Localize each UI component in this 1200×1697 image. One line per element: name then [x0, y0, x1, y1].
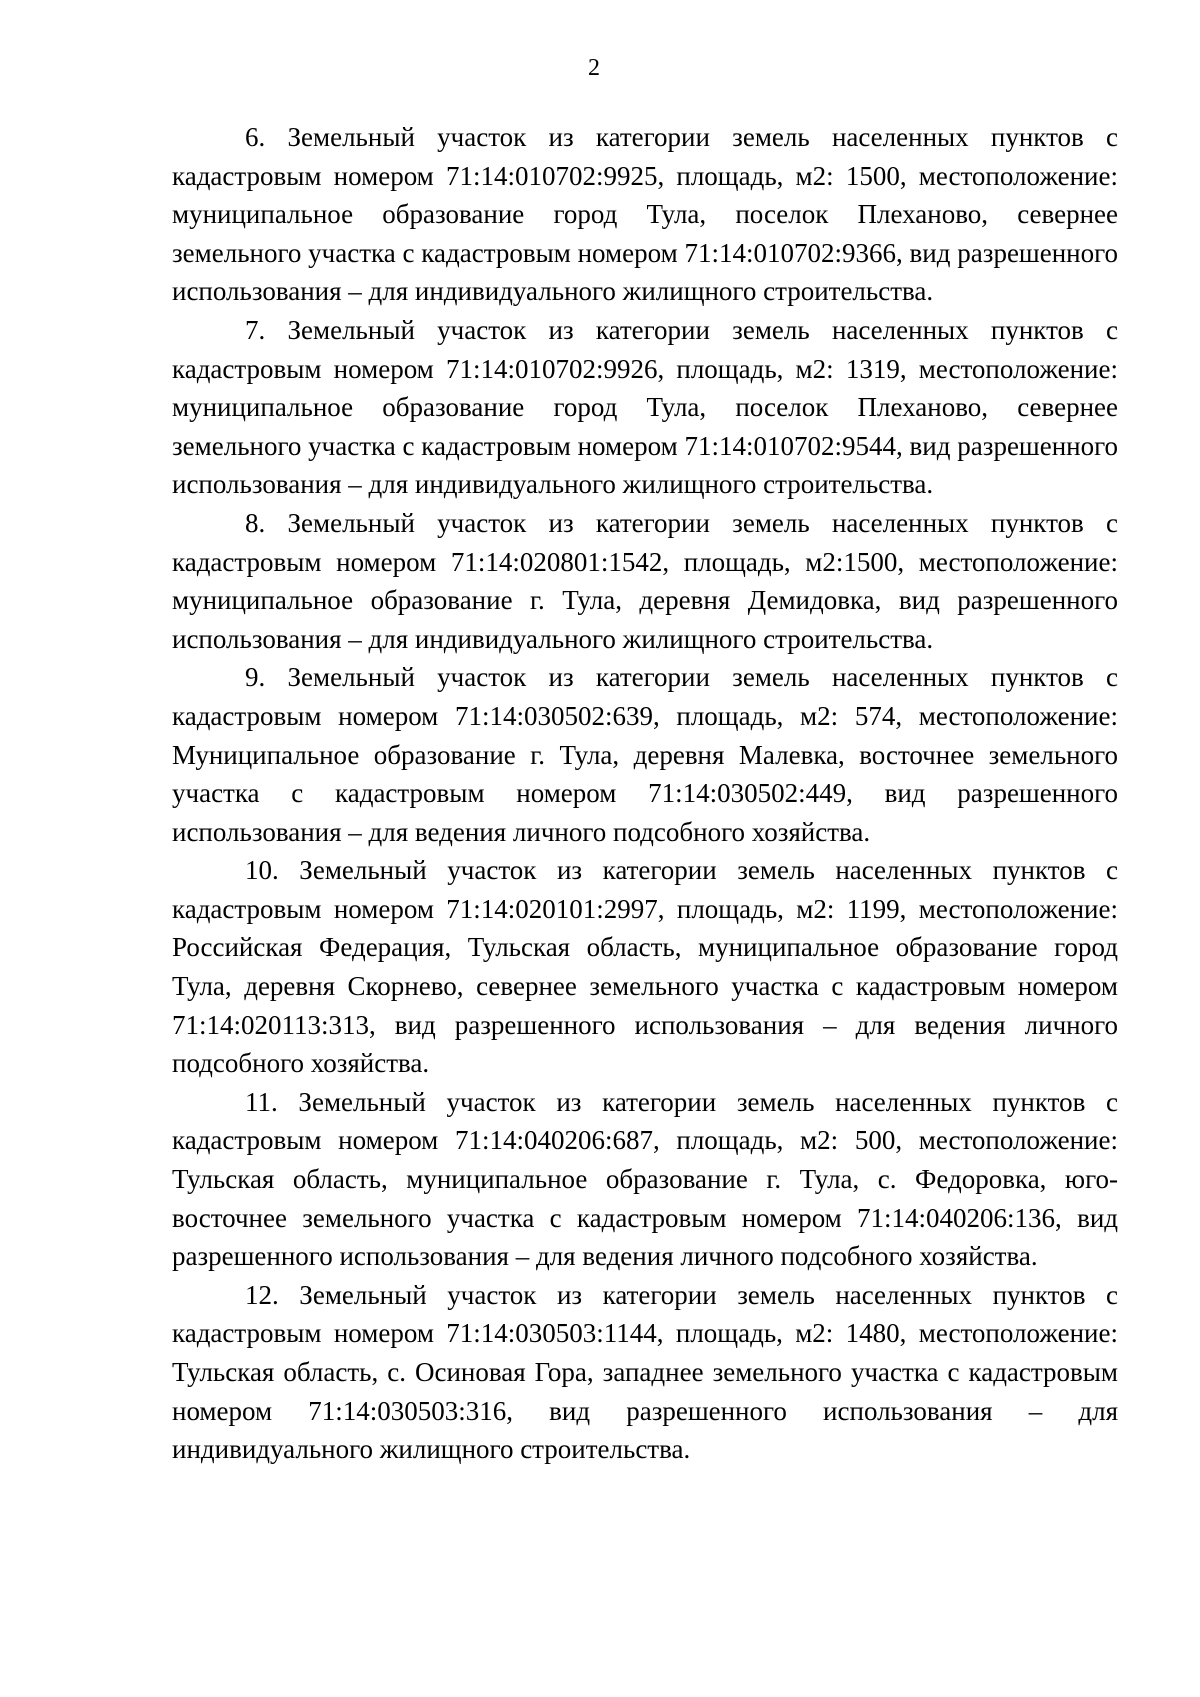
land-plot-item-11: 11. Земельный участок из категории земель населенных пунктов с кадастровым номером 71:14:040206:687, площадь, м2: 500, местоположение: Тульская область, муниципальное образование г. Тула, с. Федоровка, юго-восточнее земельного участка с кадастровым номером 71:14:040206:136, вид разрешенного использования – для ведения личного подсобного хозяйства. [172, 1086, 1118, 1272]
land-plot-item-7: 7. Земельный участок из категории земель населенных пунктов с кадастровым номером 71:14:010702:9926, площадь, м2: 1319, местоположение: муниципальное образование город Тула, поселок Плеханово, севернее земельного участка с кадастровым номером 71:14:010702:9544, вид разрешенного использования – для индивидуального жилищного строительства. [172, 314, 1118, 500]
land-plot-item-12: 12. Земельный участок из категории земель населенных пунктов с кадастровым номером 71:14:030503:1144, площадь, м2: 1480, местоположение: Тульская область, с. Осиновая Гора, западнее земельного участка с кадастровым номером 71:14:030503:316, вид разрешенного использования – для индивидуального жилищного строительства. [172, 1279, 1118, 1465]
land-plot-item-10: 10. Земельный участок из категории земель населенных пунктов с кадастровым номером 71:14:020101:2997, площадь, м2: 1199, местоположение: Российская Федерация, Тульская область, муниципальное образование город Тула, деревня Скорнево, севернее земельного участка с кадастровым номером 71:14:020113:313, вид разрешенного использования – для ведения личного подсобного хозяйства. [172, 855, 1118, 1079]
land-plot-item-8: 8. Земельный участок из категории земель населенных пунктов с кадастровым номером 71:14:020801:1542, площадь, м2:1500, местоположение: муниципальное образование г. Тула, деревня Демидовка, вид разрешенного использования – для индивидуального жилищного строительства. [172, 507, 1118, 654]
land-plot-item-9: 9. Земельный участок из категории земель населенных пунктов с кадастровым номером 71:14:030502:639, площадь, м2: 574, местоположение: Муниципальное образование г. Тула, деревня Малевка, восточнее земельного участка с кадастровым номером 71:14:030502:449, вид разрешенного использования – для ведения личного подсобного хозяйства. [172, 662, 1118, 847]
page-number: 2 [588, 55, 600, 81]
land-plot-item-6: 6. Земельный участок из категории земель населенных пунктов с кадастровым номером 71:14:010702:9925, площадь, м2: 1500, местоположение: муниципальное образование город Тула, поселок Плеханово, севернее земельного участка с кадастровым номером 71:14:010702:9366, вид разрешенного использования – для индивидуального жилищного строительства. [172, 122, 1118, 307]
document-body [172, 118, 1118, 1469]
